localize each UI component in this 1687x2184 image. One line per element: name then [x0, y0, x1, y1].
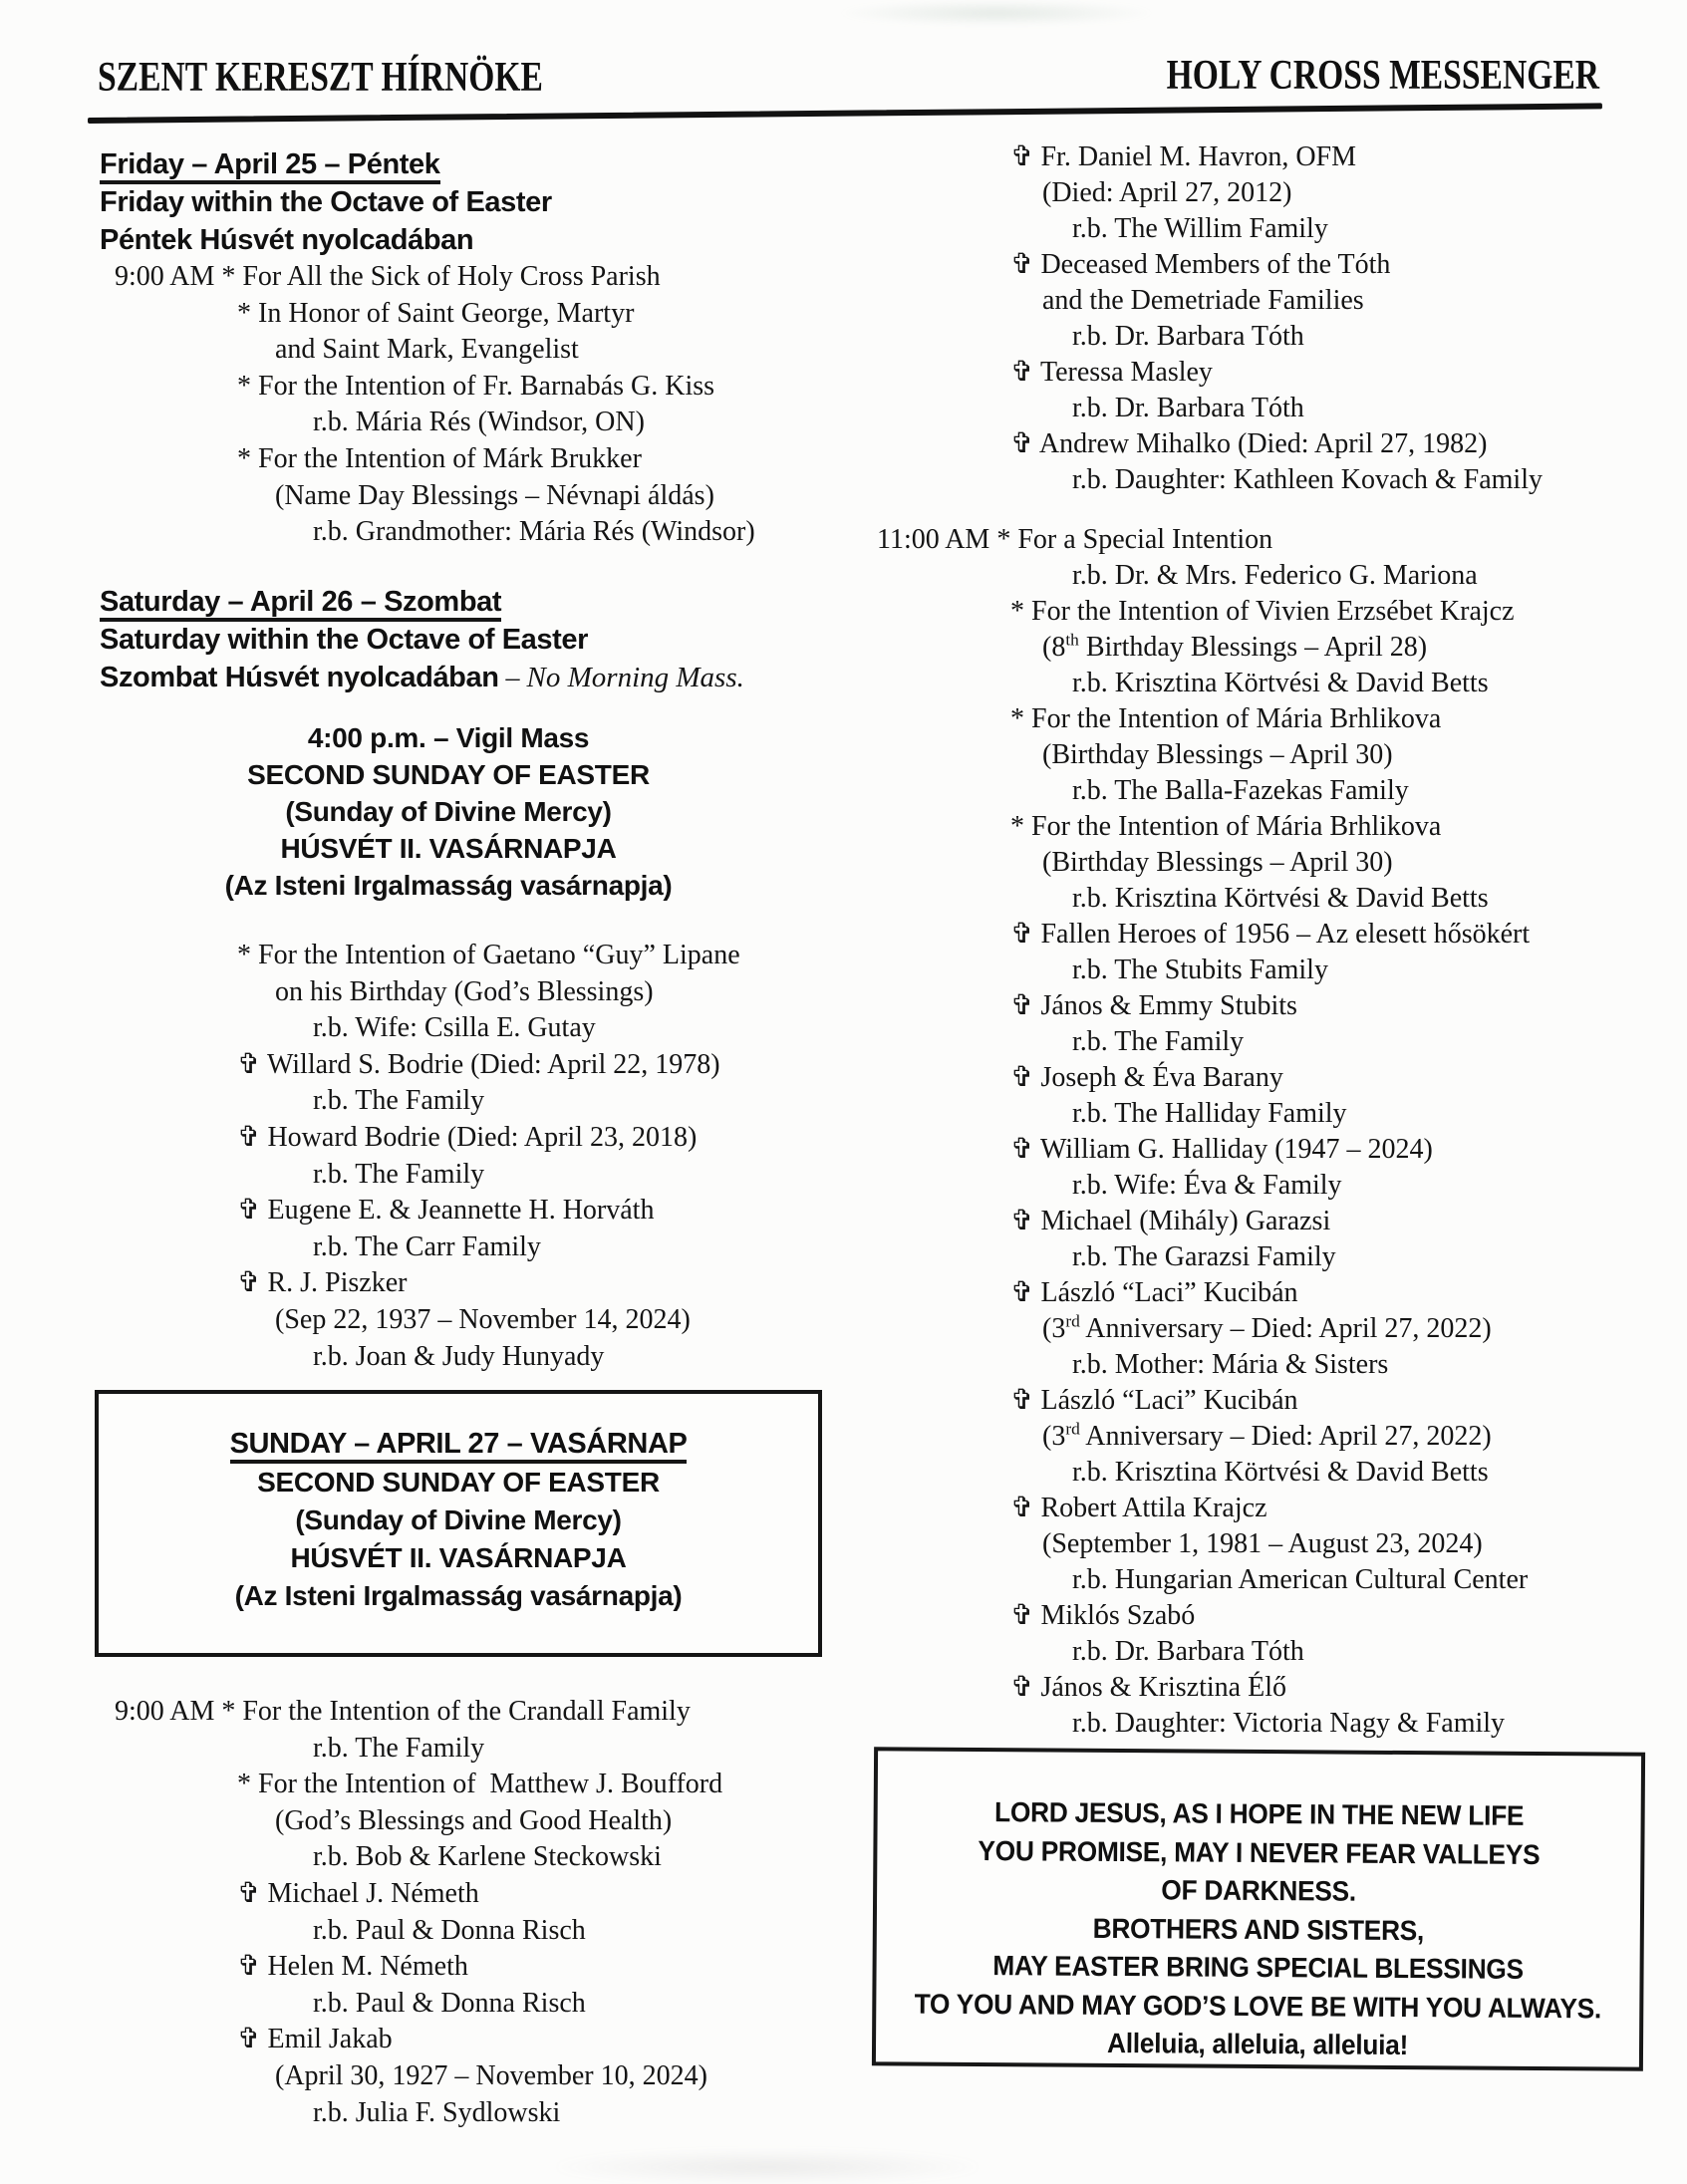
easter-blessing-content: [899, 1751, 1618, 2066]
intention-line: r.b. Dr. & Mrs. Federico G. Mariona: [1072, 560, 1478, 591]
intention-line: ✞ Michael J. Németh: [237, 1877, 479, 1909]
section-vigil-intentions: [100, 938, 842, 1375]
centered-heading-line: (Sunday of Divine Mercy): [285, 796, 612, 827]
section-saturday: [100, 583, 842, 697]
intention-line: r.b. Daughter: Victoria Nagy & Family: [1072, 1708, 1506, 1739]
intention-line: r.b. Krisztina Körtvési & David Betts: [1072, 1457, 1489, 1488]
intention-line: r.b. The Garazsi Family: [1072, 1241, 1336, 1272]
section-right-intentions-2: [877, 522, 1674, 1742]
intention-line: r.b. Dr. Barbara Tóth: [1072, 321, 1304, 352]
intention-line: ✞ Fr. Daniel M. Havron, OFM: [1010, 141, 1357, 172]
intention-line: r.b. The Family: [313, 1085, 485, 1117]
intention-line: r.b. Julia F. Sydlowski: [313, 2096, 561, 2128]
easter-blessing-box: [872, 1747, 1645, 2070]
intention-line: (3rd Anniversary – Died: April 27, 2022): [1042, 1311, 1492, 1344]
intention-line: r.b. Bob & Karlene Steckowski: [313, 1841, 662, 1873]
intention-line: (Name Day Blessings – Névnapi áldás): [275, 479, 714, 511]
intention-line: ✞ Howard Bodrie (Died: April 23, 2018): [237, 1121, 698, 1153]
intention-line: (Died: April 27, 2012): [1042, 177, 1292, 208]
intention-line: 9:00 AM * For the Intention of the Crandall Family: [115, 1696, 691, 1727]
intention-line: * For the Intention of Mária Brhlikova: [1010, 703, 1442, 734]
intention-line: ✞ Eugene E. & Jeannette H. Horváth: [237, 1195, 655, 1227]
intention-line: ✞ László “Laci” Kucibán: [1010, 1385, 1298, 1416]
page-title-hungarian: SZENT KERESZT HÍRNÖKE: [98, 55, 543, 101]
intention-line: * For the Intention of Gaetano “Guy” Lipane: [237, 940, 740, 970]
day-subheader: Saturday within the Octave of Easter: [100, 624, 589, 656]
page-title-english: HOLY CROSS MESSENGER: [1166, 53, 1599, 99]
intention-line: ✞ R. J. Piszker: [237, 1267, 408, 1299]
intention-line: r.b. Wife: Éva & Family: [1072, 1170, 1342, 1201]
intention-line: 9:00 AM * For All the Sick of Holy Cross Parish: [115, 261, 661, 292]
intention-line: * For the Intention of Mária Brhlikova: [1010, 811, 1442, 842]
day-header: Saturday – April 26 – Szombat: [100, 583, 842, 621]
intention-line: (God’s Blessings and Good Health): [275, 1804, 673, 1836]
section-vigil-mass-header: [100, 719, 797, 904]
sunday-announcement-box: [95, 1390, 822, 1657]
centered-heading-line: SECOND SUNDAY OF EASTER: [257, 1467, 660, 1498]
intention-line: r.b. Joan & Judy Hunyady: [313, 1340, 605, 1372]
sunday-box-content: [99, 1394, 818, 1615]
intention-line: r.b. Paul & Donna Risch: [313, 1987, 586, 2019]
intention-line: * For the Intention of Vivien Erzsébet Krajcz: [1010, 596, 1515, 627]
intention-line: ✞ William G. Halliday (1947 – 2024): [1010, 1134, 1433, 1165]
section-friday: [100, 145, 842, 551]
intention-line: and Saint Mark, Evangelist: [275, 334, 579, 366]
intention-line: r.b. The Family: [313, 1158, 485, 1190]
intention-line: ✞ János & Krisztina Élő: [1010, 1672, 1286, 1703]
intention-line: 11:00 AM * For a Special Intention: [877, 524, 1273, 555]
blessing-line: LORD JESUS, AS I HOPE IN THE NEW LIFE: [993, 1796, 1525, 1831]
intention-line: ✞ Miklós Szabó: [1010, 1600, 1196, 1631]
intention-line: r.b. Paul & Donna Risch: [313, 1914, 586, 1946]
intention-line: (Birthday Blessings – April 30): [1042, 847, 1393, 878]
blessing-line: TO YOU AND MAY GOD’S LOVE BE WITH YOU ALWAYS.: [914, 1988, 1602, 2024]
intention-line: r.b. Mária Rés (Windsor, ON): [313, 407, 645, 438]
intention-line: r.b. Grandmother: Mária Rés (Windsor): [313, 516, 755, 548]
blessing-line: Alleluia, alleluia, alleluia!: [1106, 2027, 1409, 2061]
blessing-line: YOU PROMISE, MAY I NEVER FEAR VALLEYS: [978, 1834, 1541, 1870]
intention-line: r.b. The Willim Family: [1072, 213, 1328, 244]
intention-line: r.b. The Halliday Family: [1072, 1098, 1347, 1129]
intention-line: r.b. Dr. Barbara Tóth: [1072, 1636, 1304, 1667]
intention-line: (3rd Anniversary – Died: April 27, 2022): [1042, 1419, 1492, 1452]
blessing-line: OF DARKNESS.: [1161, 1874, 1356, 1907]
intention-line: (September 1, 1981 – August 23, 2024): [1042, 1528, 1483, 1559]
intention-line: (8th Birthday Blessings – April 28): [1042, 630, 1428, 663]
section-right-intentions-1: [877, 139, 1674, 498]
intention-line: ✞ Michael (Mihály) Garazsi: [1010, 1206, 1331, 1236]
intention-line: * In Honor of Saint George, Martyr: [237, 297, 635, 329]
centered-heading-line: HÚSVÉT II. VASÁRNAPJA: [280, 833, 617, 864]
intention-line: r.b. The Balla-Fazekas Family: [1072, 775, 1409, 806]
intention-line: r.b. Daughter: Kathleen Kovach & Family: [1072, 464, 1543, 495]
intention-line: (April 30, 1927 – November 10, 2024): [275, 2059, 707, 2091]
scan-smudge-top: [837, 0, 1156, 26]
intention-line: ✞ Andrew Mihalko (Died: April 27, 1982): [1010, 428, 1488, 459]
intention-line: ✞ János & Emmy Stubits: [1010, 990, 1297, 1021]
intention-line: * For the Intention of Márk Brukker: [237, 442, 642, 474]
intention-line: ✞ Helen M. Németh: [237, 1951, 468, 1983]
intention-line: r.b. The Stubits Family: [1072, 955, 1328, 985]
centered-heading-line: SECOND SUNDAY OF EASTER: [247, 759, 650, 790]
intention-line: r.b. Krisztina Körtvési & David Betts: [1072, 883, 1489, 914]
intention-line: on his Birthday (God’s Blessings): [275, 975, 654, 1007]
centered-heading-line: (Az Isteni Irgalmasság vasárnapja): [234, 1580, 683, 1611]
centered-heading-line: 4:00 p.m. – Vigil Mass: [307, 722, 590, 753]
intention-line: and the Demetriade Families: [1042, 285, 1364, 316]
intention-line: r.b. The Family: [1072, 1026, 1245, 1057]
intention-line: r.b. Wife: Csilla E. Gutay: [313, 1012, 596, 1044]
centered-heading-line: (Az Isteni Irgalmasság vasárnapja): [224, 870, 673, 901]
centered-heading-line: (Sunday of Divine Mercy): [295, 1504, 622, 1535]
section-sunday-intentions: [100, 1694, 842, 2131]
day-subheader-with-note: Szombat Húsvét nyolcadában – No Morning Mass.: [100, 662, 744, 693]
intention-line: ✞ Robert Attila Krajcz: [1010, 1493, 1267, 1523]
intention-line: ✞ Teressa Masley: [1010, 357, 1213, 388]
intention-line: ✞ Joseph & Éva Barany: [1010, 1062, 1283, 1093]
day-header: SUNDAY – APRIL 27 – VASÁRNAP: [99, 1424, 818, 1464]
centered-heading-line: HÚSVÉT II. VASÁRNAPJA: [290, 1542, 627, 1573]
intention-line: ✞ László “Laci” Kucibán: [1010, 1277, 1298, 1308]
intention-line: ✞ Fallen Heroes of 1956 – Az elesett hősökért: [1010, 919, 1531, 950]
intention-line: r.b. Krisztina Körtvési & David Betts: [1072, 668, 1489, 698]
intention-line: ✞ Willard S. Bodrie (Died: April 22, 1978): [237, 1048, 720, 1080]
intention-line: r.b. Hungarian American Cultural Center: [1072, 1564, 1529, 1595]
intention-line: r.b. The Carr Family: [313, 1230, 541, 1262]
blessing-line: BROTHERS AND SISTERS,: [1092, 1912, 1425, 1946]
intention-line: (Birthday Blessings – April 30): [1042, 739, 1393, 770]
intention-line: r.b. Dr. Barbara Tóth: [1072, 393, 1304, 423]
intention-line: (Sep 22, 1937 – November 14, 2024): [275, 1303, 691, 1335]
scan-smudge-bottom: [558, 2150, 977, 2184]
intention-line: r.b. The Family: [313, 1732, 485, 1764]
blessing-line: MAY EASTER BRING SPECIAL BLESSINGS: [992, 1950, 1524, 1985]
day-subheader: Friday within the Octave of Easter: [100, 186, 552, 218]
day-subheader: Péntek Húsvét nyolcadában: [100, 224, 474, 256]
header-rule: [88, 103, 1602, 124]
day-header: Friday – April 25 – Péntek: [100, 145, 842, 183]
intention-line: ✞ Emil Jakab: [237, 2024, 393, 2055]
intention-line: r.b. Mother: Mária & Sisters: [1072, 1349, 1389, 1380]
intention-line: * For the Intention of Fr. Barnabás G. Kiss: [237, 370, 715, 402]
intention-line: ✞ Deceased Members of the Tóth: [1010, 249, 1391, 280]
intention-line: * For the Intention of Matthew J. Boufford: [237, 1769, 723, 1800]
